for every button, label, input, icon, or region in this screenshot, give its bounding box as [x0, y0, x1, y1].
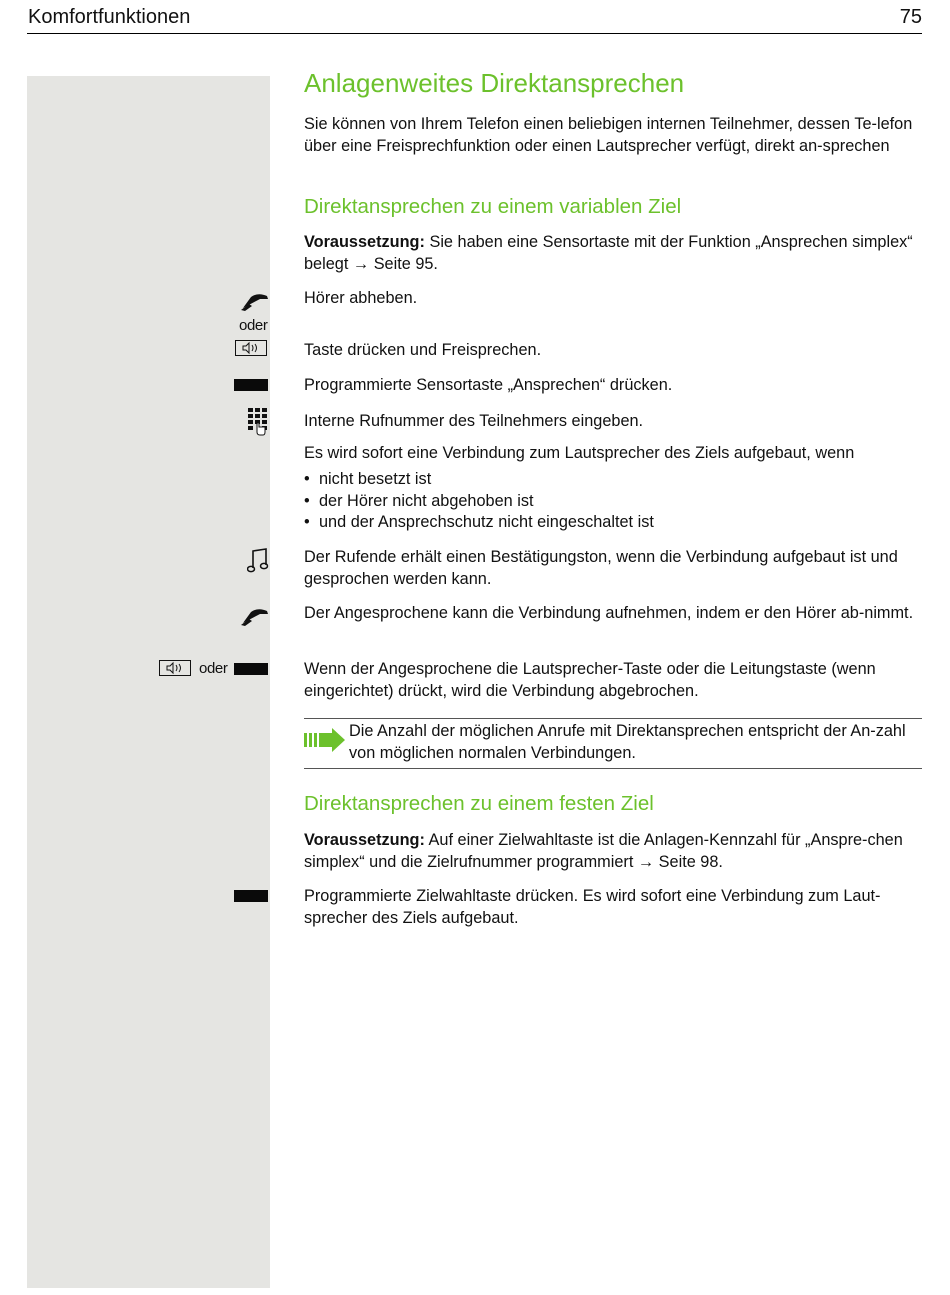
step-confirmation-tone: Der Rufende erhält einen Bestätigungston, wenn die Verbindung aufgebaut ist und gesprochen werden kann.: [304, 548, 898, 588]
music-note-icon: [247, 548, 269, 574]
or-label: oder: [239, 317, 268, 334]
note-arrow-icon: [304, 728, 346, 752]
intro-text: Sie können von Ihrem Telefon einen beliebigen internen Teilnehmer, dessen Te-lefon über eine Freisprechfunktion oder einen Lautsprecher verfügt, direkt an-sprechen: [304, 115, 913, 155]
note-top-rule: [304, 718, 922, 719]
step-speed-dial: Programmierte Zielwahltaste drücken. Es wird sofort eine Verbindung zum Laut-sprecher des Ziels aufgebaut.: [304, 887, 881, 927]
speed-dial-key-icon: [234, 890, 268, 902]
prerequisite-text: Auf einer Zielwahltaste ist die Anlagen-Kennzahl für „Anspre-chen simplex“ und die Zielrufnummer programmiert → Seite 98.: [304, 831, 903, 871]
note-bottom-rule: [304, 768, 922, 769]
sensor-key-icon: [234, 379, 268, 391]
note-text: Die Anzahl der möglichen Anrufe mit Direktansprechen entspricht der An-zahl von möglichen normalen Verbindungen.: [349, 722, 906, 762]
section-title: Anlagenweites Direktansprechen: [304, 68, 685, 98]
header-divider: [27, 33, 922, 34]
subsection-title-variable: Direktansprechen zu einem variablen Ziel: [304, 195, 682, 218]
step-speaker: Taste drücken und Freisprechen.: [304, 341, 542, 359]
condition-list: [304, 469, 654, 534]
step-cancel-connection: Wenn der Angesprochene die Lautsprecher-Taste oder die Leitungstaste (wenn eingerichtet) drückt, wird die Verbindung abgebrochen.: [304, 660, 876, 700]
prerequisite-variable: [304, 232, 924, 275]
connection-condition-text: Es wird sofort eine Verbindung zum Lautsprecher des Ziels aufgebaut, wenn: [304, 444, 855, 462]
prerequisite-label: Voraussetzung:: [304, 233, 425, 251]
subsection-title-fixed: Direktansprechen zu einem festen Ziel: [304, 792, 654, 815]
prerequisite-label: Voraussetzung:: [304, 831, 425, 849]
speaker-key-icon: [235, 340, 267, 356]
keypad-icon: [248, 408, 268, 436]
page-header-title: Komfortfunktionen: [28, 6, 191, 28]
icon-side-panel: [27, 76, 270, 1288]
prerequisite-fixed: [304, 830, 924, 873]
prerequisite-text: Sie haben eine Sensortaste mit der Funktion „Ansprechen simplex“ belegt → Seite 95.: [304, 233, 913, 273]
page-number: 75: [899, 6, 922, 28]
line-key-icon: [234, 663, 268, 675]
step-dial-number: Interne Rufnummer des Teilnehmers eingeben.: [304, 412, 644, 430]
handset-icon: [240, 604, 270, 626]
step-called-party-answers: Der Angesprochene kann die Verbindung aufnehmen, indem er den Hörer ab-nimmt.: [304, 604, 914, 622]
handset-icon: [240, 289, 270, 311]
step-lift-handset: Hörer abheben.: [304, 289, 418, 307]
list-item: • nicht besetzt ist: [304, 469, 654, 491]
or-label: oder: [199, 660, 228, 677]
list-item: • und der Ansprechschutz nicht eingeschaltet ist: [304, 512, 654, 534]
speaker-key-icon: [159, 660, 191, 676]
list-item: • der Hörer nicht abgehoben ist: [304, 491, 654, 513]
step-sensor-key: Programmierte Sensortaste „Ansprechen“ drücken.: [304, 376, 673, 394]
